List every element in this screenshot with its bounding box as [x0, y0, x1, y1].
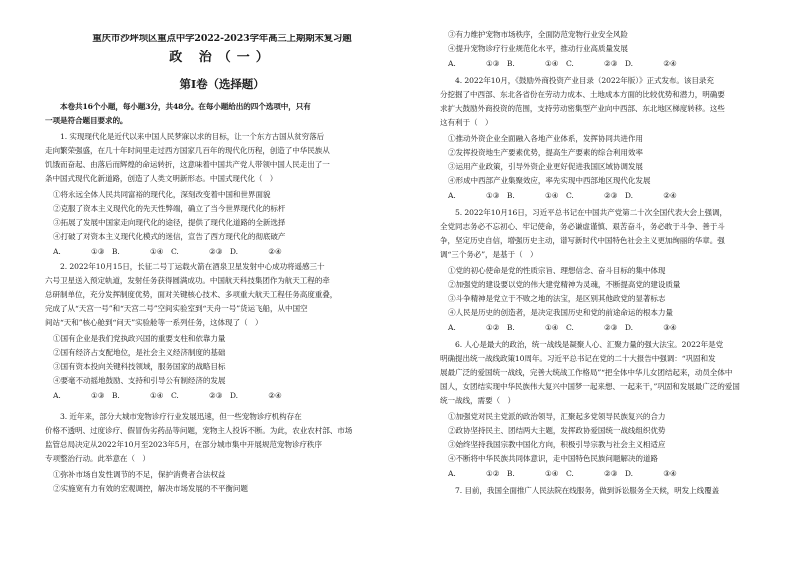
section-heading: 第Ⅰ卷（选择题）	[179, 77, 265, 91]
question-4-text: 这有利于（ ）	[440, 118, 493, 127]
question-2-text: 六号卫星送入预定轨道，发射任务获得圆满成功。中国航天科技集团作为航天工程的牵	[45, 276, 330, 285]
question-5-text: 调“三个务必”，是基于（ ）	[440, 250, 538, 259]
question-5-text: 争，坚定历史自信，增强历史主动，谱写新时代中国特色社会主义更加绚丽的华章。强	[440, 236, 725, 245]
question-3-text: 3. 近年来，部分大城市宠物诊疗行业发展迅速，但一些宠物诊疗机构存在	[60, 412, 302, 421]
question-6-text: 统一战线，需要（ ）	[440, 396, 515, 405]
question-6-option: ①加强党对民主党派的政治领导，汇聚起多党领导民族复兴的合力	[448, 412, 666, 421]
question-1-choices: A. ①③ B. ①④ C. ②③ D. ②④	[53, 247, 282, 256]
question-5-option: ④人民是历史的创造者，是决定我国历史和党的前途命运的根本力量	[448, 308, 673, 317]
question-4-option: ④形成中西部产业集聚效应，率先实现中西部地区现代化发展	[448, 176, 651, 185]
question-1-text: 1. 实现现代化是近代以来中国人民梦寐以求的目标，让一个东方古国从贫穷落后	[60, 132, 325, 141]
question-1-option: ③拓展了发展中国家走向现代化的途径，提供了现代化道路的全新选择	[53, 218, 286, 227]
question-2-option: ①国有企业是我们党执政兴国的重要支柱和依靠力量	[53, 334, 226, 343]
question-3-option: ①弥补市场自发性调节的不足，保护消费者合法权益	[53, 470, 226, 479]
question-1-option: ②克服了资本主义现代化的先天性弊端，确立了当今世界现代化的标杆	[53, 204, 286, 213]
question-6-text: 展最广泛的爱国统一战线，完善大统战工作格局”“把全体中华儿女团结起来，动员全体中	[440, 368, 733, 377]
question-2-text: 2. 2022年10月15日，长征二号丁运载火箭在酒泉卫星发射中心成功将遥感三十	[60, 262, 325, 271]
question-3-text: 专项整治行动。此举意在（ ）	[45, 454, 150, 463]
question-1-option: ①将永远全体人民共同富裕的现代化，深刻改变着中国和世界面貌	[53, 190, 271, 199]
question-6-text: 明确提出统一战线政策10周年。习近平总书记在党的二十大报告中强调：“巩固和发	[440, 354, 716, 363]
question-1-option: ④打破了对资本主义现代化模式的迷信，宣告了西方现代化的彻底破产	[53, 232, 286, 241]
question-5-text: 全党同志务必不忘初心、牢记使命，务必谦虚谨慎、艰苦奋斗，务必敢于斗争、善于斗	[440, 222, 725, 231]
question-1-text: 条中国式现代化新道路，创造了人类文明新形态。中国式现代化（ ）	[45, 174, 278, 183]
question-4-text: 求扩大鼓励外商投资的范围，支持劳动密集型产业向中西部、东北地区梯度转移。这些	[440, 104, 725, 113]
question-2-text: 完成了从“天宫一号”和“天宫二号”空间实验室到“天舟一号”货运飞船，从中国空	[45, 304, 308, 313]
question-5-text: 5. 2022年10月16日，习近平总书记在中国共产党第二十次全国代表大会上强调，	[455, 208, 728, 217]
question-2-option: ②国有经济占支配地位，是社会主义经济制度的基础	[53, 348, 226, 357]
question-5-option: ②加强党的建设要以党的伟大建党精神为灵魂，不断提高党的建设质量	[448, 280, 681, 289]
question-2-option: ④要毫不动摇地鼓励、支持和引导公有制经济的发展	[53, 376, 226, 385]
question-3-choices: A. ①③ B. ①④ C. ②③ D. ②④	[448, 59, 677, 68]
question-4-option: ②发挥投资地生产要素优势，提高生产要素的综合利用效率	[448, 148, 643, 157]
question-6-text: 国人，女团结实现中华民族伟大复兴中国梦一起来想、一起来干，”巩固和发展最广泛的爱国	[440, 382, 740, 391]
question-5-choices: A. ①② B. ①④ C. ②③ D. ③④	[448, 323, 677, 332]
question-3-text: 价格不透明、过度诊疗、假冒伪劣药品等问题，宠物主人投诉不断。为此，农业农村部、市场	[45, 426, 353, 435]
subject-heading: 政 治（一）	[169, 50, 275, 65]
question-7-text: 7. 目前，我国全面推广人民法院在线服务，做到诉讼服务全天候，明发上线覆盖	[455, 486, 720, 495]
question-3-option: ③有力维护宠物市场秩序，全面防范宠物行业安全风险	[448, 30, 628, 39]
question-3-option: ④提升宠物诊疗行业规范化水平，推动行业高质量发展	[448, 44, 628, 53]
question-6-option: ②政协坚持民主、团结两大主题，发挥政协爱国统一战线组织优势	[448, 426, 666, 435]
question-2-text: 总研制单位，充分发挥制度优势，面对关键核心技术、多项重大航天工程任务高度重叠，	[45, 290, 338, 299]
question-4-text: 4. 2022年10月，《鼓励外商投资产业目录（2022年版）》正式发布。该目录充	[455, 76, 714, 85]
question-5-option: ③斗争精神是党立于不败之地的法宝，是区别其他政党的显著标志	[448, 294, 666, 303]
instructions-line: 本卷共16个小题，每小题3分，共48分。在每小题给出的四个选项中，只有	[60, 102, 311, 111]
question-5-option: ①党的初心使命是党的性质宗旨、理想信念、奋斗目标的集中体现	[448, 266, 666, 275]
left-column	[45, 0, 399, 562]
question-4-option: ①推动外资企业全面融入各地产业体系，发挥协同共进作用	[448, 134, 643, 143]
question-1-text: 饥饿而奋起、由落后而辉煌的命运转折，这意味着中国共产党人带领中国人民走出了一	[45, 160, 330, 169]
instructions-line: 一项是符合题目要求的。	[45, 116, 128, 125]
question-3-text: 监管总局决定从2022年10月至2023年5月，在部分城市集中开展规范宠物诊疗秩序	[45, 440, 322, 449]
exam-title: 重庆市沙坪坝区重点中学2022-2023学年高三上期期末复习题	[92, 34, 352, 44]
right-column	[440, 0, 794, 562]
question-2-text: 间站“天和”核心舱到“问天”实验舱等一系列任务，这体现了（ ）	[45, 318, 263, 327]
question-3-option: ②实施宽有力有效的宏观调控，解决市场发展的不平衡问题	[53, 484, 248, 493]
question-1-text: 走向繁荣强盛，在几十年时间里走过西方国家几百年的现代化历程，创造了中华民族从	[45, 146, 330, 155]
question-2-option: ③国有资本投向关键科技领域，服务国家的战略目标	[53, 362, 226, 371]
question-2-choices: A. ①③ B. ①④ C. ②③ D. ②④	[53, 391, 282, 400]
question-6-option: ④不断将中华民族共同体意识，走中国特色民族问题解决的道路	[448, 454, 658, 463]
question-6-option: ③始终坚持我国宗教中国化方向，积极引导宗教与社会主义相适应	[448, 440, 666, 449]
question-4-option: ③运用产业政策，引导外资企业更好促进我国区域协调发展	[448, 162, 643, 171]
question-6-text: 6. 人心是最大的政治，统一战线是凝聚人心、汇聚力量的强大法宝。2022年是党	[455, 340, 724, 349]
question-4-text: 分挖掘了中西部、东北各省份在劳动力成本、土地成本方面的比较优势和潜力，明确要	[440, 90, 725, 99]
question-6-choices: A. ①② B. ①④ C. ②③ D. ③④	[448, 469, 677, 478]
question-4-choices: A. ①③ B. ①④ C. ②③ D. ②④	[448, 191, 677, 200]
